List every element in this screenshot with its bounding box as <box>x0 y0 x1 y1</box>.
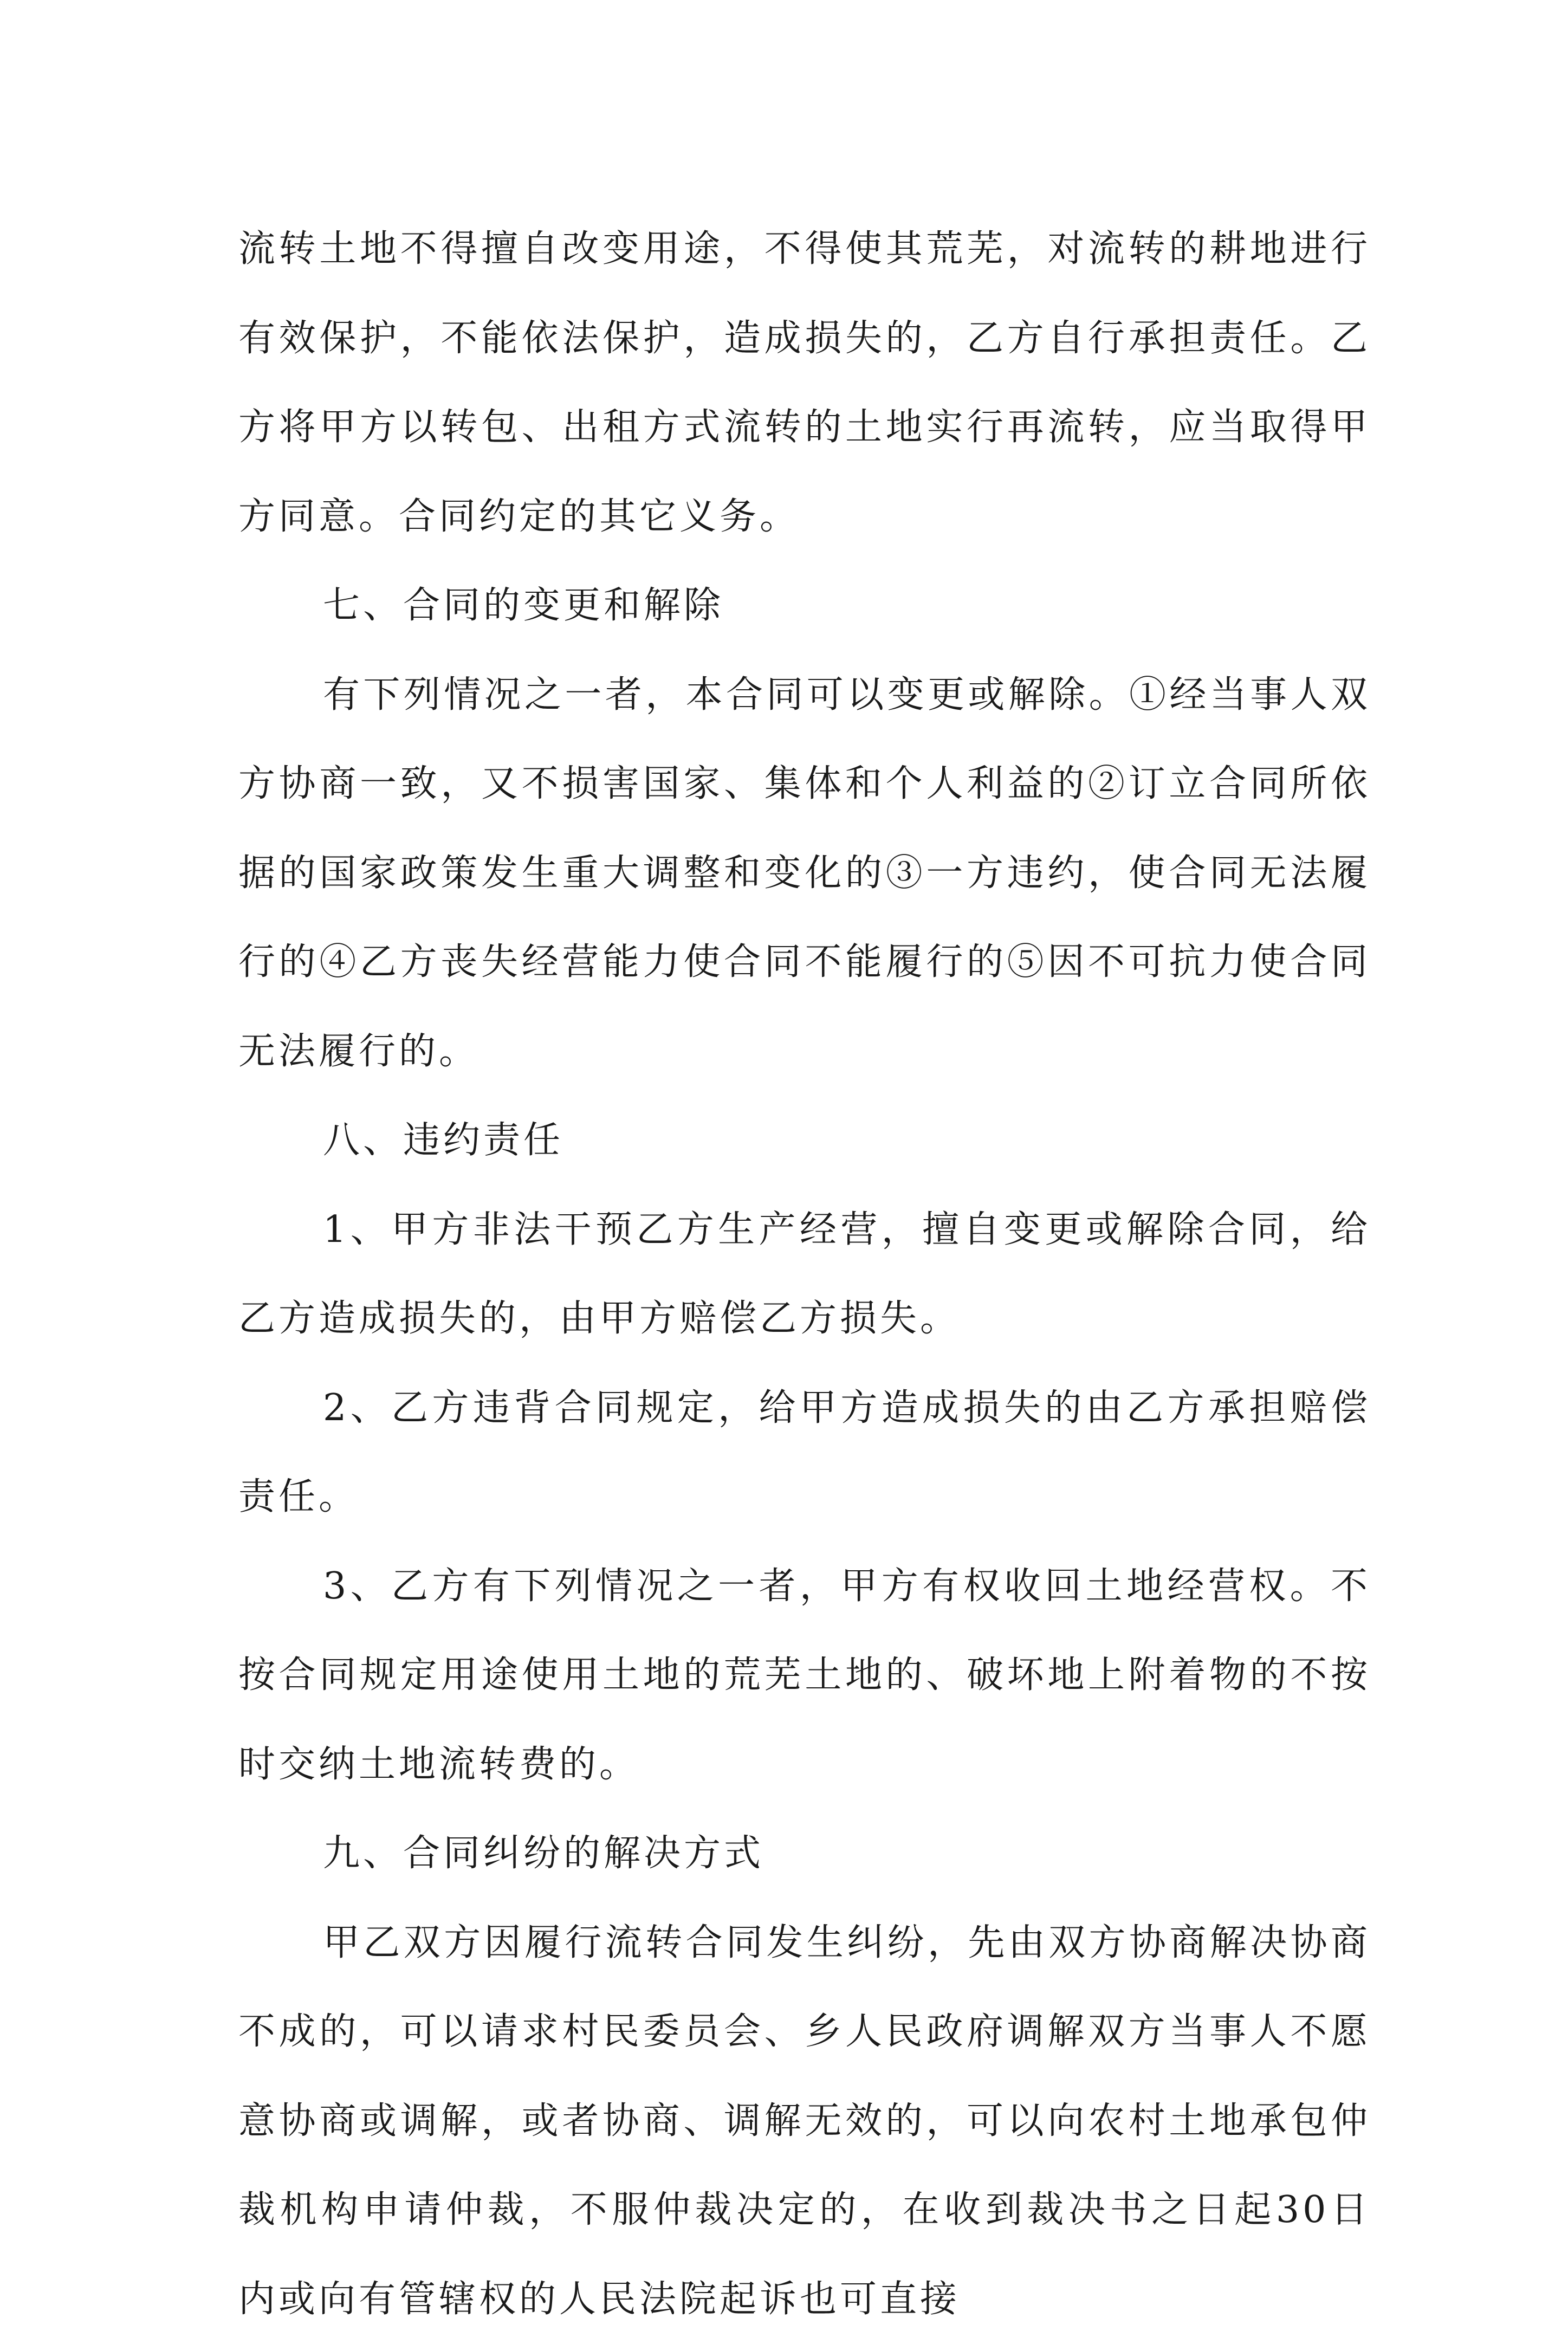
paragraph-obligations-continued: 流转土地不得擅自改变用途，不得使其荒芜，对流转的耕地进行有效保护，不能依法保护，造成损失的，乙方自行承担责任。乙方将甲方以转包、出租方式流转的土地实行再流转，应当取得甲方同意。合同约定的其它义务。 <box>238 205 1371 561</box>
document-body <box>238 205 1371 2344</box>
section-heading-breach-liability: 八、违约责任 <box>238 1096 1371 1186</box>
paragraph-breach-item-1: 1、甲方非法干预乙方生产经营，擅自变更或解除合同，给乙方造成损失的，由甲方赔偿乙方损失。 <box>238 1186 1371 1364</box>
section-heading-contract-change: 七、合同的变更和解除 <box>238 561 1371 651</box>
paragraph-breach-item-3: 3、乙方有下列情况之一者，甲方有权收回土地经营权。不按合同规定用途使用土地的荒芜土地的、破坏地上附着物的不按时交纳土地流转费的。 <box>238 1542 1371 1810</box>
paragraph-dispute-resolution: 甲乙双方因履行流转合同发生纠纷，先由双方协商解决协商不成的，可以请求村民委员会、乡人民政府调解双方当事人不愿意协商或调解，或者协商、调解无效的，可以向农村土地承包仲裁机构申请仲裁，不服仲裁决定的，在收到裁决书之日起30日内或向有管辖权的人民法院起诉也可直接 <box>238 1899 1371 2344</box>
paragraph-breach-item-2: 2、乙方违背合同规定，给甲方造成损失的由乙方承担赔偿责任。 <box>238 1364 1371 1542</box>
section-heading-dispute-resolution: 九、合同纠纷的解决方式 <box>238 1809 1371 1899</box>
paragraph-change-conditions: 有下列情况之一者，本合同可以变更或解除。①经当事人双方协商一致，又不损害国家、集体和个人利益的②订立合同所依据的国家政策发生重大调整和变化的③一方违约，使合同无法履行的④乙方丧失经营能力使合同不能履行的⑤因不可抗力使合同无法履行的。 <box>238 651 1371 1097</box>
